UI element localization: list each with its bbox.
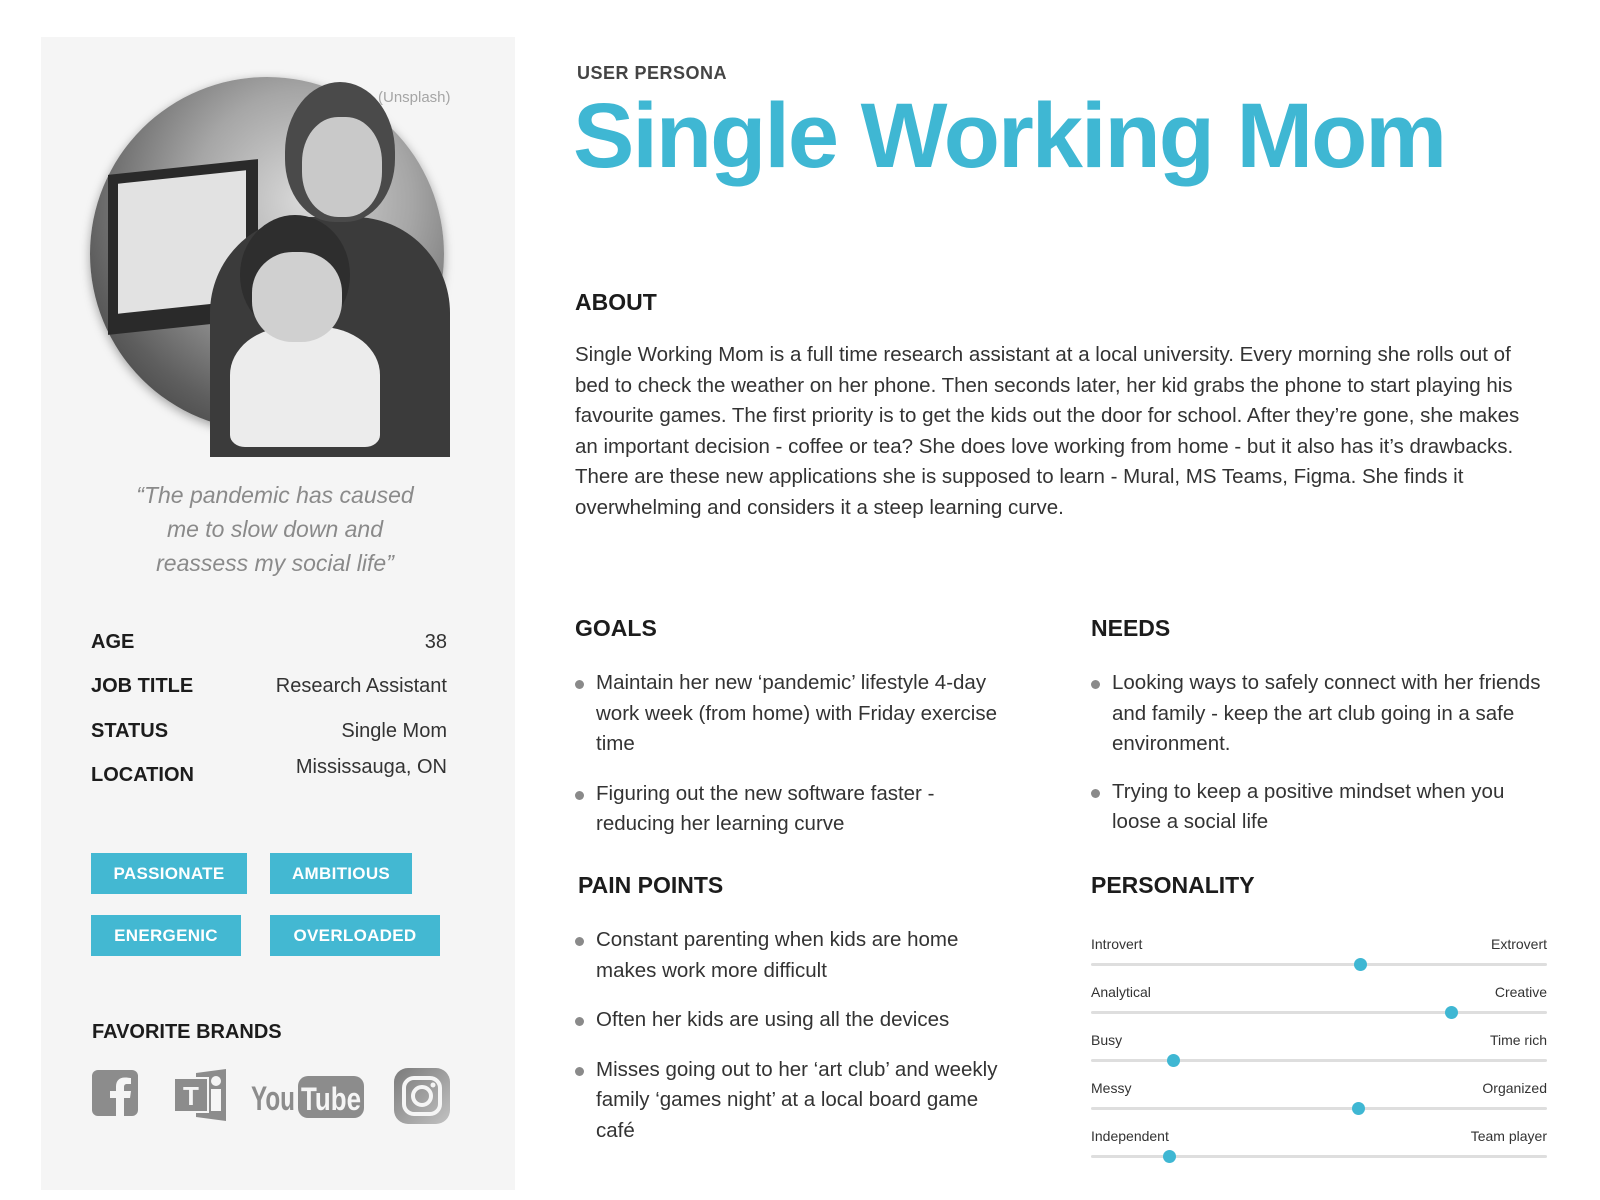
page-title: Single Working Mom	[573, 85, 1446, 187]
favorite-brands-title: FAVORITE BRANDS	[92, 1021, 282, 1043]
list-item: Constant parenting when kids are home makes work more difficult	[575, 925, 1015, 986]
status-label: STATUS	[91, 720, 169, 742]
slider-track	[1091, 1107, 1547, 1110]
age-label: AGE	[91, 631, 135, 653]
teams-letter: T	[183, 1081, 199, 1111]
persona-photo	[90, 77, 444, 431]
slider-knob	[1354, 958, 1367, 971]
needs-heading: NEEDS	[1091, 615, 1171, 641]
age-value: 38	[424, 631, 447, 653]
location-value: Mississauga, ON	[295, 756, 447, 778]
personality-slider-introvert-extrovert	[1091, 936, 1547, 976]
pain-points-list	[575, 925, 1015, 1146]
status-value: Single Mom	[341, 720, 447, 742]
about-text: Single Working Mom is a full time research assistant at a local university. Every morning she rolls out of bed to check the weather on her phone. Then seconds later, her kid grabs the phone to start playing his favourite games. The first priority is to get the kids out the door for school. After they’re gone, she makes an important decision - coffee or tea? She does love working from home - but it also has it’s drawbacks. There are these new applications she is supposed to learn - Mural, MS Teams, Figma. She finds it overwhelming and considers it a steep learning curve.	[575, 343, 1520, 519]
slider-track	[1091, 1155, 1547, 1158]
slider-track	[1091, 963, 1547, 966]
job-title-value: Research Assistant	[275, 675, 447, 697]
slider-right-label: Team player	[1470, 1128, 1547, 1144]
personality-slider-independent-team-player	[1091, 1128, 1547, 1168]
photo-mom-face-shape	[302, 117, 382, 217]
photo-credit: (Unsplash)	[378, 89, 451, 106]
youtube-tube-text: Tube	[301, 1081, 361, 1117]
photo-kid-face-shape	[252, 252, 342, 342]
personality-slider-messy-organized	[1091, 1080, 1547, 1120]
personality-heading: PERSONALITY	[1091, 872, 1255, 898]
pain-points-heading: PAIN POINTS	[578, 872, 724, 898]
list-item: Misses going out to her ‘art club’ and weekly family ‘games night’ at a local board game café	[575, 1055, 1015, 1147]
list-item: Trying to keep a positive mindset when you loose a social life	[1091, 777, 1541, 838]
needs-list	[1091, 668, 1541, 838]
slider-knob	[1445, 1006, 1458, 1019]
slider-knob	[1352, 1102, 1365, 1115]
quote-line: “The pandemic has caused	[136, 482, 414, 508]
photo-kid-shirt-shape	[230, 327, 380, 447]
quote-line: reassess my social life”	[156, 550, 394, 576]
slider-knob	[1163, 1150, 1176, 1163]
personality-slider-busy-time-rich	[1091, 1032, 1547, 1072]
tag-overloaded: OVERLOADED	[270, 915, 440, 956]
about-heading: ABOUT	[575, 289, 657, 315]
slider-track	[1091, 1059, 1547, 1062]
list-item: Often her kids are using all the devices	[575, 1005, 1015, 1036]
slider-left-label: Introvert	[1091, 936, 1143, 952]
slider-left-label: Analytical	[1091, 984, 1151, 1000]
persona-quote	[95, 478, 455, 580]
personality-slider-analytical-creative	[1091, 984, 1547, 1024]
list-item: Looking ways to safely connect with her friends and family - keep the art club going in a safe environment.	[1091, 668, 1541, 760]
quote-line: me to slow down and	[166, 516, 384, 542]
location-label: LOCATION	[91, 764, 194, 786]
instagram-icon	[393, 1067, 451, 1125]
slider-left-label: Messy	[1091, 1080, 1132, 1096]
slider-right-label: Extrovert	[1490, 936, 1547, 952]
slider-track	[1091, 1011, 1547, 1014]
tag-energenic: ENERGENIC	[91, 915, 241, 956]
job-title-label: JOB TITLE	[91, 675, 194, 697]
list-item: Figuring out the new software faster - reducing her learning curve	[575, 779, 1015, 840]
slider-left-label: Independent	[1091, 1128, 1169, 1144]
goals-list	[575, 668, 1015, 840]
tag-ambitious: AMBITIOUS	[270, 853, 412, 894]
slider-right-label: Time rich	[1489, 1032, 1547, 1048]
youtube-you-text: You	[251, 1080, 295, 1118]
youtube-icon	[251, 1072, 366, 1120]
slider-left-label: Busy	[1091, 1032, 1123, 1048]
eyebrow-label: USER PERSONA	[577, 63, 728, 83]
tag-passionate: PASSIONATE	[91, 853, 247, 894]
slider-right-label: Organized	[1482, 1080, 1547, 1096]
list-item: Maintain her new ‘pandemic’ lifestyle 4-day work week (from home) with Friday exercise time	[575, 668, 1015, 760]
ms-teams-icon	[172, 1069, 228, 1121]
slider-knob	[1167, 1054, 1180, 1067]
slider-right-label: Creative	[1494, 984, 1547, 1000]
goals-heading: GOALS	[575, 615, 657, 641]
facebook-icon	[91, 1069, 139, 1117]
